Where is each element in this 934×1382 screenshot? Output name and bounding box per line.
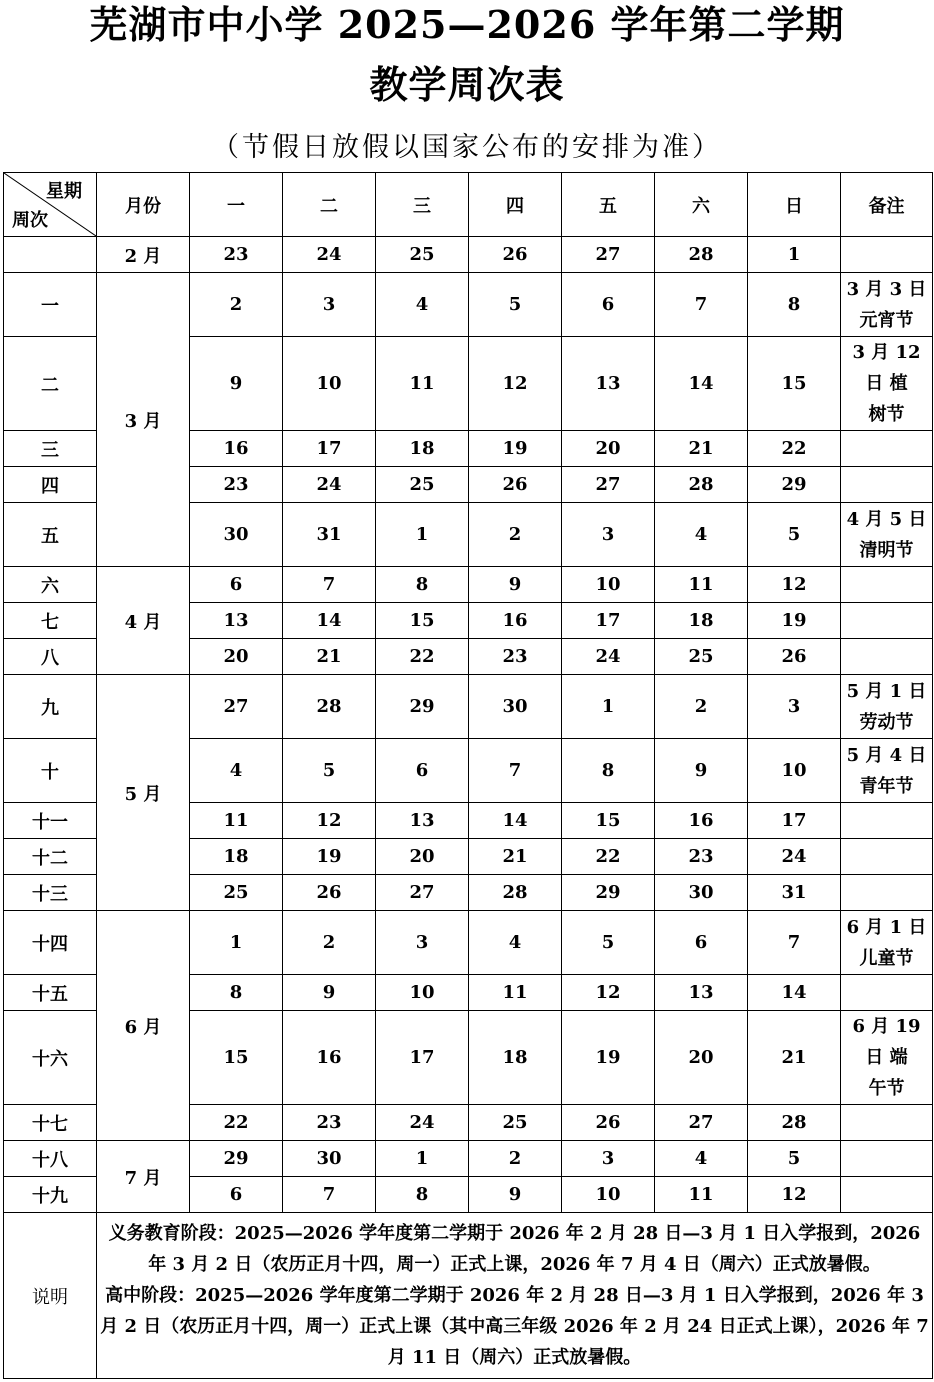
note-cell — [841, 675, 933, 739]
date-cell: 7 — [655, 273, 748, 337]
date-cell: 8 — [562, 739, 655, 803]
note-cell — [841, 875, 933, 911]
date-cell: 6 — [376, 739, 469, 803]
date-cell: 29 — [376, 675, 469, 739]
date-cell: 8 — [376, 567, 469, 603]
corner-weekday-label: 星期 — [46, 181, 82, 202]
week-number-cell: 十七 — [4, 1105, 97, 1141]
date-cell: 9 — [655, 739, 748, 803]
date-cell: 6 — [655, 911, 748, 975]
month-cell: 5 月 — [97, 675, 190, 911]
week-number-cell: 十 — [4, 739, 97, 803]
note-cell — [841, 273, 933, 337]
date-cell: 26 — [283, 875, 376, 911]
date-cell: 30 — [469, 675, 562, 739]
date-cell: 30 — [655, 875, 748, 911]
remarks-text — [97, 1213, 933, 1379]
date-cell: 3 — [376, 911, 469, 975]
note-line: 劳动节 — [859, 711, 914, 733]
date-cell: 27 — [376, 875, 469, 911]
header-row — [4, 173, 933, 237]
date-cell: 11 — [655, 1177, 748, 1213]
date-cell: 15 — [376, 603, 469, 639]
date-cell: 10 — [748, 739, 841, 803]
date-cell: 3 — [283, 273, 376, 337]
note-cell — [841, 1105, 933, 1141]
date-cell: 26 — [748, 639, 841, 675]
date-cell: 1 — [190, 911, 283, 975]
date-cell: 1 — [562, 675, 655, 739]
date-cell: 8 — [376, 1177, 469, 1213]
date-cell: 23 — [190, 467, 283, 503]
date-cell: 4 — [376, 273, 469, 337]
note-line: 清明节 — [859, 539, 914, 561]
note-cell — [841, 975, 933, 1011]
week-row — [4, 237, 933, 273]
day-header: 二 — [283, 173, 376, 237]
date-cell: 13 — [562, 337, 655, 431]
day-header: 四 — [469, 173, 562, 237]
date-cell: 13 — [655, 975, 748, 1011]
date-cell: 13 — [376, 803, 469, 839]
date-cell: 3 — [748, 675, 841, 739]
date-cell: 8 — [748, 273, 841, 337]
date-cell: 2 — [469, 503, 562, 567]
date-cell: 10 — [283, 337, 376, 431]
date-cell: 28 — [748, 1105, 841, 1141]
note-cell — [841, 467, 933, 503]
note-line: 5 月 4 日 — [846, 744, 927, 766]
date-cell: 9 — [469, 1177, 562, 1213]
date-cell: 16 — [655, 803, 748, 839]
date-cell: 12 — [748, 567, 841, 603]
date-cell: 11 — [469, 975, 562, 1011]
date-cell: 4 — [655, 503, 748, 567]
week-number-cell: 十九 — [4, 1177, 97, 1213]
date-cell: 28 — [655, 467, 748, 503]
date-cell: 28 — [283, 675, 376, 739]
note-line: 元宵节 — [859, 309, 914, 331]
date-cell: 2 — [283, 911, 376, 975]
week-number-cell: 十五 — [4, 975, 97, 1011]
date-cell: 30 — [283, 1141, 376, 1177]
note-line: 日 植 — [865, 373, 908, 394]
date-cell: 12 — [562, 975, 655, 1011]
week-row — [4, 911, 933, 975]
date-cell: 30 — [190, 503, 283, 567]
date-cell: 17 — [748, 803, 841, 839]
date-cell: 11 — [190, 803, 283, 839]
corner-header-cell — [4, 173, 97, 237]
note-line: 3 月 12 — [852, 342, 921, 363]
date-cell: 24 — [562, 639, 655, 675]
date-cell: 6 — [190, 1177, 283, 1213]
day-header: 日 — [748, 173, 841, 237]
date-cell: 22 — [748, 431, 841, 467]
date-cell: 18 — [469, 1011, 562, 1105]
date-cell: 4 — [655, 1141, 748, 1177]
date-cell: 23 — [190, 237, 283, 273]
date-cell: 4 — [469, 911, 562, 975]
date-cell: 1 — [376, 1141, 469, 1177]
date-cell: 9 — [190, 337, 283, 431]
note-cell — [841, 237, 933, 273]
date-cell: 20 — [655, 1011, 748, 1105]
date-cell: 14 — [748, 975, 841, 1011]
date-cell: 11 — [376, 337, 469, 431]
date-cell: 18 — [190, 839, 283, 875]
date-cell: 12 — [469, 337, 562, 431]
teaching-week-table — [3, 172, 933, 1379]
date-cell: 5 — [562, 911, 655, 975]
date-cell: 18 — [376, 431, 469, 467]
date-cell: 28 — [469, 875, 562, 911]
date-cell: 14 — [283, 603, 376, 639]
date-cell: 2 — [655, 675, 748, 739]
date-cell: 10 — [562, 567, 655, 603]
date-cell: 19 — [562, 1011, 655, 1105]
remark-high-school: 高中阶段：2025—2026 学年度第二学期于 2026 年 2 月 28 日—3 月 1 日入学报到，2026 年 3 月 2 日（农历正月十四，周一）正式上课（其中高三年级 2026 年 2 月 24 日正式上课），2026 年 7 月 11 日（周六）正式放暑假。 — [100, 1285, 929, 1368]
date-cell: 2 — [469, 1141, 562, 1177]
date-cell: 15 — [562, 803, 655, 839]
date-cell: 16 — [283, 1011, 376, 1105]
note-line: 午节 — [868, 1078, 905, 1099]
month-cell: 3 月 — [97, 273, 190, 567]
day-header: 五 — [562, 173, 655, 237]
date-cell: 7 — [283, 567, 376, 603]
note-line: 6 月 1 日 — [846, 916, 927, 938]
date-cell: 1 — [748, 237, 841, 273]
date-cell: 21 — [283, 639, 376, 675]
date-cell: 9 — [283, 975, 376, 1011]
date-cell: 20 — [562, 431, 655, 467]
date-cell: 15 — [190, 1011, 283, 1105]
day-header: 一 — [190, 173, 283, 237]
week-number-cell: 一 — [4, 273, 97, 337]
month-header: 月份 — [97, 173, 190, 237]
date-cell: 27 — [655, 1105, 748, 1141]
date-cell: 9 — [469, 567, 562, 603]
date-cell: 6 — [562, 273, 655, 337]
note-cell — [841, 639, 933, 675]
week-number-cell: 八 — [4, 639, 97, 675]
week-number-cell: 十八 — [4, 1141, 97, 1177]
month-cell: 6 月 — [97, 911, 190, 1141]
date-cell: 7 — [283, 1177, 376, 1213]
date-cell: 4 — [190, 739, 283, 803]
week-number-cell: 九 — [4, 675, 97, 739]
week-row — [4, 567, 933, 603]
date-cell: 7 — [469, 739, 562, 803]
week-number-cell: 二 — [4, 337, 97, 431]
page-title-line2: 教学周次表 — [369, 62, 565, 107]
date-cell: 3 — [562, 1141, 655, 1177]
date-cell: 19 — [283, 839, 376, 875]
date-cell: 31 — [748, 875, 841, 911]
date-cell: 12 — [283, 803, 376, 839]
note-line: 5 月 1 日 — [846, 680, 927, 702]
date-cell: 15 — [748, 337, 841, 431]
date-cell: 23 — [283, 1105, 376, 1141]
date-cell: 5 — [748, 503, 841, 567]
date-cell: 24 — [376, 1105, 469, 1141]
date-cell: 26 — [562, 1105, 655, 1141]
week-row — [4, 273, 933, 337]
week-number-cell: 七 — [4, 603, 97, 639]
month-cell: 7 月 — [97, 1141, 190, 1213]
date-cell: 21 — [655, 431, 748, 467]
notes-header: 备注 — [841, 173, 933, 237]
date-cell: 29 — [562, 875, 655, 911]
note-line: 青年节 — [859, 775, 914, 797]
day-header: 六 — [655, 173, 748, 237]
date-cell: 17 — [562, 603, 655, 639]
remarks-label: 说明 — [4, 1213, 97, 1379]
date-cell: 25 — [190, 875, 283, 911]
date-cell: 23 — [469, 639, 562, 675]
date-cell: 6 — [190, 567, 283, 603]
date-cell: 3 — [562, 503, 655, 567]
remark-compulsory: 义务教育阶段：2025—2026 学年度第二学期于 2026 年 2 月 28 日—3 月 1 日入学报到，2026 年 3 月 2 日（农历正月十四，周一）正式上课，2026 年 7 月 4 日（周六）正式放暑假。 — [108, 1223, 921, 1275]
week-number-cell: 六 — [4, 567, 97, 603]
note-cell — [841, 1011, 933, 1105]
remarks-row — [4, 1213, 933, 1379]
date-cell: 25 — [469, 1105, 562, 1141]
date-cell: 18 — [655, 603, 748, 639]
date-cell: 23 — [655, 839, 748, 875]
date-cell: 25 — [376, 467, 469, 503]
date-cell: 17 — [283, 431, 376, 467]
note-cell — [841, 503, 933, 567]
date-cell: 29 — [748, 467, 841, 503]
date-cell: 8 — [190, 975, 283, 1011]
date-cell: 19 — [748, 603, 841, 639]
note-line: 3 月 3 日 — [846, 278, 927, 300]
date-cell: 29 — [190, 1141, 283, 1177]
date-cell: 7 — [748, 911, 841, 975]
date-cell: 20 — [376, 839, 469, 875]
date-cell: 17 — [376, 1011, 469, 1105]
corner-week-label: 周次 — [12, 210, 48, 231]
date-cell: 22 — [190, 1105, 283, 1141]
date-cell: 24 — [283, 467, 376, 503]
week-row — [4, 1141, 933, 1177]
date-cell: 16 — [469, 603, 562, 639]
note-cell — [841, 337, 933, 431]
note-line: 6 月 19 — [852, 1016, 921, 1037]
note-cell — [841, 1141, 933, 1177]
date-cell: 28 — [655, 237, 748, 273]
date-cell: 14 — [469, 803, 562, 839]
note-cell — [841, 431, 933, 467]
week-number-cell: 十二 — [4, 839, 97, 875]
date-cell: 27 — [562, 467, 655, 503]
note-cell — [841, 739, 933, 803]
date-cell: 12 — [748, 1177, 841, 1213]
date-cell: 16 — [190, 431, 283, 467]
week-row — [4, 675, 933, 739]
note-line: 儿童节 — [859, 947, 914, 969]
week-number-cell: 十一 — [4, 803, 97, 839]
week-number-cell: 四 — [4, 467, 97, 503]
note-cell — [841, 839, 933, 875]
date-cell: 5 — [283, 739, 376, 803]
date-cell: 25 — [376, 237, 469, 273]
date-cell: 21 — [748, 1011, 841, 1105]
note-line: 树节 — [868, 404, 905, 425]
date-cell: 13 — [190, 603, 283, 639]
note-line: 日 端 — [865, 1047, 908, 1068]
date-cell: 27 — [562, 237, 655, 273]
date-cell: 1 — [376, 503, 469, 567]
date-cell: 14 — [655, 337, 748, 431]
week-number-cell: 十六 — [4, 1011, 97, 1105]
date-cell: 27 — [190, 675, 283, 739]
week-number-cell: 十四 — [4, 911, 97, 975]
week-number-cell: 十三 — [4, 875, 97, 911]
date-cell: 10 — [562, 1177, 655, 1213]
date-cell: 19 — [469, 431, 562, 467]
date-cell: 22 — [376, 639, 469, 675]
date-cell: 2 — [190, 273, 283, 337]
note-cell — [841, 567, 933, 603]
date-cell: 24 — [748, 839, 841, 875]
date-cell: 25 — [655, 639, 748, 675]
page-subtitle: （节假日放假以国家公布的安排为准） — [212, 132, 722, 163]
date-cell: 10 — [376, 975, 469, 1011]
note-line: 4 月 5 日 — [846, 508, 927, 530]
date-cell: 5 — [748, 1141, 841, 1177]
date-cell: 21 — [469, 839, 562, 875]
note-cell — [841, 911, 933, 975]
date-cell: 26 — [469, 237, 562, 273]
date-cell: 5 — [469, 273, 562, 337]
day-header: 三 — [376, 173, 469, 237]
date-cell: 22 — [562, 839, 655, 875]
date-cell: 24 — [283, 237, 376, 273]
week-number-cell — [4, 237, 97, 273]
note-cell — [841, 603, 933, 639]
date-cell: 20 — [190, 639, 283, 675]
note-cell — [841, 1177, 933, 1213]
note-cell — [841, 803, 933, 839]
week-number-cell: 五 — [4, 503, 97, 567]
date-cell: 11 — [655, 567, 748, 603]
date-cell: 31 — [283, 503, 376, 567]
page-title: 芜湖市中小学 2025—2026 学年第二学期 — [89, 2, 845, 47]
date-cell: 26 — [469, 467, 562, 503]
month-cell: 4 月 — [97, 567, 190, 675]
month-cell: 2 月 — [97, 237, 190, 273]
week-number-cell: 三 — [4, 431, 97, 467]
